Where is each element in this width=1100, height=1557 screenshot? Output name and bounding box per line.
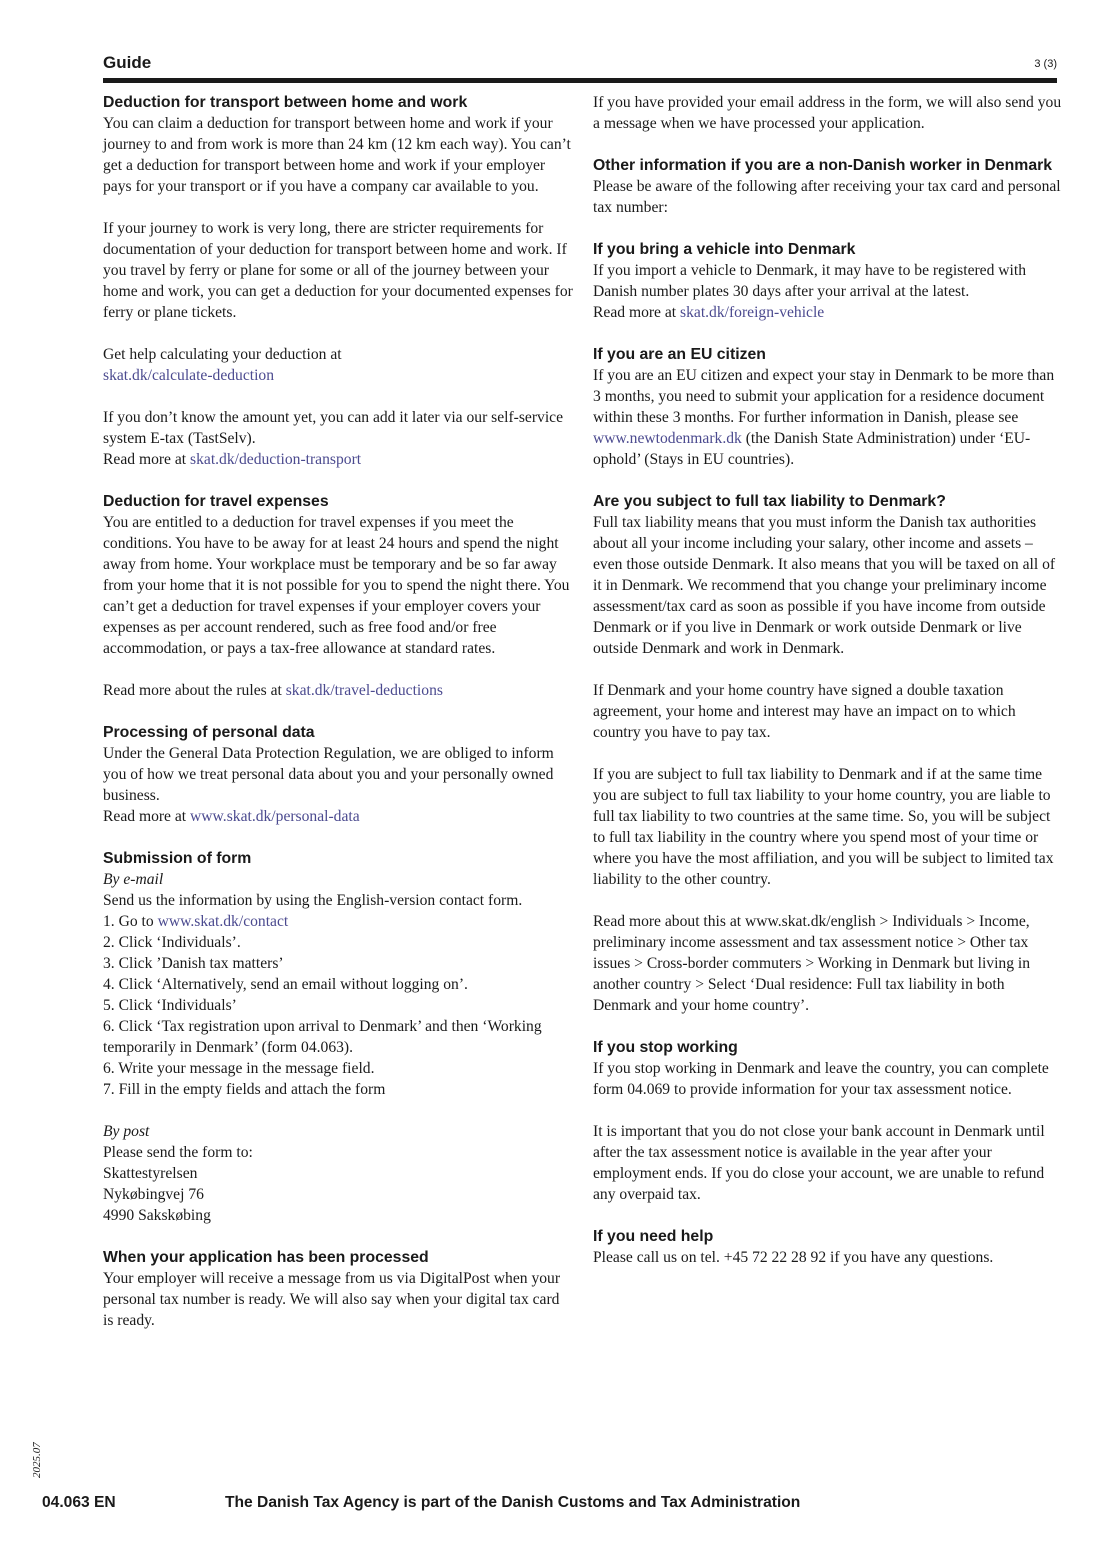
paragraph: You can claim a deduction for transport between home and work if your journey to and from work is more than 24 km (12 km each way). You can’t get a deduction for transport between home and work if your employer pays for your transport or if you have a company car available to you. [103, 115, 571, 195]
paragraph [593, 260, 1063, 323]
paragraph: You are entitled to a deduction for travel expenses if you meet the conditions. You have to be away for at least 24 hours and spend the night away from home. Your workplace must be temporary and be so far away from your home that it is not possible for you to spend the night there. You can’t get a deduction for travel expenses if your employer covers your expenses as per account rendered, such as free food and/or free accommodation, or pays a tax-free allowance at standard rates. [103, 514, 570, 657]
left-column [103, 92, 573, 1331]
section-other-information [593, 155, 1063, 218]
link-personal-data[interactable]: www.skat.dk/personal-data [190, 808, 360, 825]
section-stop-working [593, 1037, 1063, 1205]
address-line: Skattestyrelsen [103, 1165, 198, 1182]
subheading-email: By e-mail [103, 871, 164, 888]
section-heading: Processing of personal data [103, 724, 315, 741]
paragraph [103, 743, 573, 827]
section-personal-data [103, 722, 573, 827]
section-heading: Submission of form [103, 850, 252, 867]
paragraph [103, 407, 573, 470]
paragraph: If Denmark and your home country have signed a double taxation agreement, your home and interest may have an impact on to which country you have to pay tax. [593, 682, 1016, 741]
address-line: 4990 Sakskøbing [103, 1207, 211, 1224]
list-item: 6. Click ‘Tax registration upon arrival to Denmark’ and then ‘Working temporarily in Denmark’ (form 04.063). [103, 1018, 542, 1056]
list-item: 5. Click ‘Individuals’ [103, 997, 237, 1014]
section-heading: When your application has been processed [103, 1249, 429, 1266]
paragraph [103, 869, 573, 1100]
page-footer [42, 1493, 801, 1513]
page-header [103, 52, 1057, 76]
section-heading: Are you subject to full tax liability to Denmark? [593, 493, 946, 510]
list-item: 2. Click ‘Individuals’. [103, 934, 241, 951]
section-eu-citizen [593, 344, 1063, 470]
section-heading: If you stop working [593, 1039, 738, 1056]
paragraph: Your employer will receive a message from us via DigitalPost when your personal tax number is ready. We will also say when your digital tax card is ready. [103, 1270, 561, 1329]
section-email-note [593, 92, 1063, 134]
text: Under the General Data Protection Regulation, we are obliged to inform you of how we treat personal data about you and your personally owned business. [103, 745, 554, 804]
list-item: 4. Click ‘Alternatively, send an email without logging on’. [103, 976, 468, 993]
subheading-post: By post [103, 1123, 150, 1140]
paragraph: If you stop working in Denmark and leave the country, you can complete form 04.069 to provide information for your tax assessment notice. [593, 1060, 1049, 1098]
paragraph: Full tax liability means that you must inform the Danish tax authorities about all your income including your salary, other income and assets – even those outside Denmark. It also means that you will be taxed on all of it in Denmark. We recommend that you change your preliminary income assessment/tax card as soon as possible if you have income from outside Denmark or if you live in Denmark or work outside Denmark or live outside Denmark and work in Denmark. [593, 514, 1056, 657]
paragraph [593, 365, 1063, 470]
paragraph: Please be aware of the following after receiving your tax card and personal tax number: [593, 178, 1061, 216]
paragraph: If you are subject to full tax liability to Denmark and if at the same time you are subject to full tax liability to your home country, you are liable to full tax liability to two countries at the same time. So, you will be subject to full tax liability in the country where you spend most of your time or where you have the most affiliation, and you will be subject to limited tax liability to the other country. [593, 766, 1054, 888]
address-line: Nykøbingvej 76 [103, 1186, 204, 1203]
section-heading: If you are an EU citizen [593, 346, 766, 363]
section-submission [103, 848, 573, 1226]
link-travel-deductions[interactable]: skat.dk/travel-deductions [285, 682, 443, 699]
paragraph [103, 680, 573, 701]
section-need-help [593, 1226, 1063, 1268]
page-title: Guide [103, 53, 152, 72]
link-foreign-vehicle[interactable]: skat.dk/foreign-vehicle [680, 304, 825, 321]
paragraph: Please call us on tel. +45 72 22 28 92 if you have any questions. [593, 1249, 994, 1266]
link-newtodenmark[interactable]: www.newtodenmark.dk [593, 430, 742, 447]
link-calculate-deduction[interactable]: skat.dk/calculate-deduction [103, 367, 275, 384]
section-tax-liability [593, 491, 1063, 1016]
text: Read more at [593, 304, 681, 321]
form-code: 04.063 EN [42, 1494, 116, 1511]
version-date: 2025.07 [31, 1442, 43, 1478]
list-item: 6. Write your message in the message field. [103, 1060, 375, 1077]
section-heading: Other information if you are a non-Danish worker in Denmark [593, 157, 1053, 174]
agency-statement: The Danish Tax Agency is part of the Danish Customs and Tax Administration [225, 1494, 801, 1511]
section-vehicle [593, 239, 1063, 323]
section-travel-expenses [103, 491, 573, 701]
text: (the Danish State Administration) under ‘EU-ophold’ (Stays in EU countries). [593, 430, 1031, 468]
link-contact[interactable]: www.skat.dk/contact [157, 913, 289, 930]
list-item [103, 911, 573, 932]
paragraph: It is important that you do not close your bank account in Denmark until after the tax assessment notice is available in the year after your employment ends. If you do close your account, we are unable to refund any overpaid tax. [593, 1123, 1045, 1203]
text: Read more at [103, 451, 191, 468]
paragraph: If you have provided your email address in the form, we will also send you a message when we have processed your application. [593, 94, 1062, 132]
paragraph: Read more about this at www.skat.dk/english > Individuals > Income, preliminary income assessment and tax assessment notice > Other tax issues > Cross-border commuters > Working in Denmark but living in another country > Select ‘Dual residence: Full tax liability in both Denmark and your home country’. [593, 913, 1031, 1014]
text: Get help calculating your deduction at [103, 346, 342, 363]
text: Read more about the rules at [103, 682, 286, 699]
text: Please send the form to: [103, 1144, 253, 1161]
link-deduction-transport[interactable]: skat.dk/deduction-transport [190, 451, 362, 468]
text: 1. Go to [103, 913, 158, 930]
section-transport-deduction [103, 92, 573, 470]
list-item: 3. Click ’Danish tax matters’ [103, 955, 284, 972]
text: Send us the information by using the English-version contact form. [103, 892, 523, 909]
section-heading: Deduction for travel expenses [103, 493, 329, 510]
paragraph [103, 1121, 573, 1226]
text: If you import a vehicle to Denmark, it may have to be registered with Danish number plates 30 days after your arrival at the latest. [593, 262, 1027, 300]
page-number: 3 (3) [1034, 58, 1057, 70]
text: If you don’t know the amount yet, you can add it later via our self-service system E-tax (TastSelv). [103, 409, 564, 447]
text: If you are an EU citizen and expect your stay in Denmark to be more than 3 months, you need to submit your application for a residence document within these 3 months. For further information in Danish, please see [593, 367, 1055, 426]
right-column [593, 92, 1063, 1268]
header-rule [103, 78, 1057, 83]
text: Read more at [103, 808, 191, 825]
section-heading: If you bring a vehicle into Denmark [593, 241, 856, 258]
section-heading: If you need help [593, 1228, 714, 1245]
section-application-processed [103, 1247, 573, 1331]
list-item: 7. Fill in the empty fields and attach the form [103, 1081, 386, 1098]
paragraph: If your journey to work is very long, there are stricter requirements for documentation of your deduction for transport between home and work. If you travel by ferry or plane for some or all of the journey between your home and work, you can get a deduction for your documented expenses for ferry or plane tickets. [103, 220, 573, 321]
section-heading: Deduction for transport between home and work [103, 94, 468, 111]
paragraph [103, 344, 573, 386]
